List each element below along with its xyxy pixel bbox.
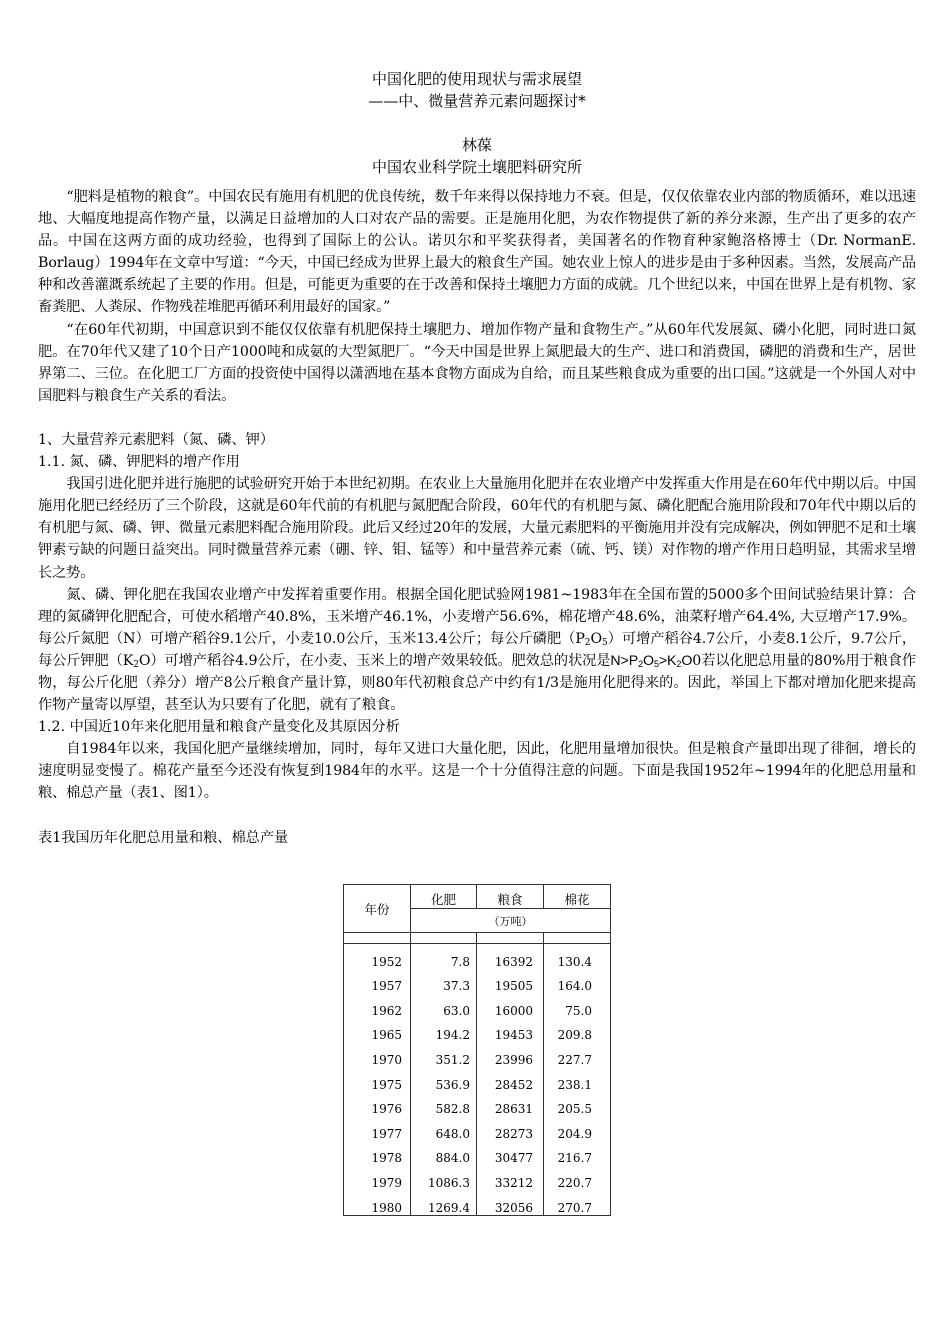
table-row — [344, 1067, 611, 1092]
cell-fertilizer: 7.8 — [411, 944, 477, 969]
cell-cotton: 270.7 — [544, 1190, 611, 1215]
subscript: 5 — [601, 637, 608, 648]
cell-cotton: 216.7 — [544, 1141, 611, 1166]
intro-paragraph-2: “在60年代初期，中国意识到不能仅仅依靠有机肥保持土壤肥力、增加作物产量和食物生产。”从60年代发展氮、磷小化肥，同时进口氮肥。在70年代又建了10个日产1000吨和成氨的大型氮肥厂。“今天中国是世界上氮肥最大的生产、进口和消费国，磷肥的消费和生产，居世界第二、三位。在化肥工厂方面的投资使中国得以潇洒地在基本食物方面成为自给，而且某些粮食成为重要的出口国。”这就是一个外国人对中国肥料与粮食生产关系的看法。 — [38, 321, 916, 404]
table-body — [344, 944, 611, 1216]
cell-fertilizer: 582.8 — [411, 1092, 477, 1117]
cell-grain: 19453 — [477, 1018, 544, 1043]
header-fertilizer: 化肥 — [411, 885, 477, 909]
cell-grain: 28273 — [477, 1116, 544, 1141]
table-row — [344, 969, 611, 994]
cell-cotton: 205.5 — [544, 1092, 611, 1117]
cell-grain: 28452 — [477, 1067, 544, 1092]
subscript: 5 — [653, 658, 659, 669]
cell-fertilizer: 1269.4 — [411, 1190, 477, 1215]
cell-fertilizer: 884.0 — [411, 1141, 477, 1166]
cell-cotton: 227.7 — [544, 1042, 611, 1067]
cell-year: 1975 — [344, 1067, 411, 1092]
cell-year: 1957 — [344, 969, 411, 994]
cell-cotton: 204.9 — [544, 1116, 611, 1141]
text-run: O）可增产稻谷4.9公斤，在小麦、玉米上的增产效果较低。肥效总的状况是 — [138, 652, 611, 669]
text-run: 氮、磷、钾化肥在我国农业增产中发挥着重要作用。根据全国化肥试验网1981~1983年在全国布置的5000多个田间试验结果计算：合理的氮磷钾化肥配合，可使水稻增产40.8%，玉米增产46.1%，小麦增产56.6%，棉花增产48.6%，油菜籽增产64.4%, 大豆增产17.9%。每公斤氮肥（N）可增产稻谷9.1公斤，小麦10.0公斤，玉米13.4公斤；每公斤磷肥（P — [38, 586, 916, 647]
subscript: 2 — [676, 658, 682, 669]
cell-year: 1976 — [344, 1092, 411, 1117]
text-run: 0 — [692, 652, 702, 669]
table-row — [344, 1018, 611, 1043]
cell-fertilizer: 1086.3 — [411, 1165, 477, 1190]
section-1-2-paragraph-1: 自1984年以来，我国化肥产量继续增加，同时，每年又进口大量化肥，因此，化肥用量增加很快。但是粮食产量即出现了徘徊，增长的速度明显变慢了。棉花产量至今还没有恢复到1984年的水平。这是一个十分值得注意的问题。下面是我国1952年~1994年的化肥总用量和粮、棉总产量（表1、图1）。 — [38, 741, 916, 802]
section-1-2-heading: 1.2. 中国近10年来化肥用量和粮食产量变化及其原因分析 — [38, 719, 400, 736]
cell-year: 1980 — [344, 1190, 411, 1215]
table-row — [344, 1165, 611, 1190]
cell-grain: 19505 — [477, 969, 544, 994]
header-cotton: 棉花 — [544, 885, 611, 909]
cell-grain: 16000 — [477, 993, 544, 1018]
cell-year: 1965 — [344, 1018, 411, 1043]
header-unit: （万吨） — [411, 909, 611, 933]
cell-grain: 33212 — [477, 1165, 544, 1190]
cell-year: 1977 — [344, 1116, 411, 1141]
text-run: O — [590, 630, 602, 647]
table-row — [344, 1092, 611, 1117]
cell-cotton: 209.8 — [544, 1018, 611, 1043]
table-1-caption: 表1我国历年化肥总用量和粮、棉总产量 — [38, 829, 289, 846]
text-run: 若以化肥总用量的80%用于粮食作物，每公斤化肥（养分）增产8公斤粮食产量计算，则80年代初粮食总产中约有1/3是施用化肥得来的。因此，举国上下都对增加化肥来提高作物产量寄以厚望，甚至认为只要有了化肥，就有了粮食。 — [38, 652, 916, 714]
table-row — [344, 1190, 611, 1215]
cell-grain: 32056 — [477, 1190, 544, 1215]
section-1-1-heading: 1.1. 氮、磷、钾肥料的增产作用 — [38, 454, 240, 471]
cell-year: 1979 — [344, 1165, 411, 1190]
cell-cotton: 238.1 — [544, 1067, 611, 1092]
cell-year: 1952 — [344, 944, 411, 969]
table-1 — [343, 884, 611, 1216]
cell-year: 1970 — [344, 1042, 411, 1067]
table-row — [344, 1141, 611, 1166]
formula-run: N>P — [610, 652, 639, 669]
cell-year: 1962 — [344, 993, 411, 1018]
cell-cotton: 75.0 — [544, 993, 611, 1018]
cell-fertilizer: 536.9 — [411, 1067, 477, 1092]
header-year: 年份 — [344, 885, 411, 933]
section-1-heading: 1、大量营养元素肥料（氮、磷、钾） — [38, 431, 275, 448]
formula-run: >K — [658, 652, 677, 669]
document-title: 中国化肥的使用现状与需求展望 — [371, 70, 582, 88]
subscript: 2 — [584, 637, 591, 648]
section-1-1-paragraph-1: 我国引进化肥并进行施肥的试验研究开始于本世纪初期。在农业上大量施用化肥并在农业增产中发挥重大作用是在60年代中期以后。中国施用化肥已经经历了三个阶段，这就是60年代前的有机肥与氮肥配合阶段，60年代的有机肥与氮、磷化肥配合施用阶段和70年代中期以后的有机肥与氮、磷、钾、微量元素肥料配合施用阶段。此后又经过20年的发展，大量元素肥料的平衡施用并没有完成解决，例如钾肥不足和土壤钾素亏缺的问题日益突出。同时微量营养元素（硼、锌、钼、锰等）和中量营养元素（硫、钙、镁）对作物的增产作用日趋明显，其需求呈增长之势。 — [38, 476, 916, 581]
cell-cotton: 164.0 — [544, 969, 611, 994]
cell-grain: 16392 — [477, 944, 544, 969]
document-subtitle: ——中、微量营养元素问题探讨* — [368, 92, 586, 110]
formula-run: O — [643, 652, 654, 669]
subscript: 2 — [133, 659, 139, 670]
cell-grain: 30477 — [477, 1141, 544, 1166]
cell-fertilizer: 63.0 — [411, 993, 477, 1018]
cell-cotton: 130.4 — [544, 944, 611, 969]
section-1-1-paragraph-2 — [38, 584, 916, 717]
intro-paragraph-1: “肥料是植物的粮食”。中国农民有施用有机肥的优良传统，数千年来得以保持地力不衰。但是，仅仅依靠农业内部的物质循环，难以迅速地、大幅度地提高作物产量，以满足日益增加的人口对农产品的需要。正是施用化肥，为农作物提供了新的养分来源，生产出了更多的农产品。中国在这两方面的成功经验，也得到了国际上的公认。诺贝尔和平奖获得者，美国著名的作物育种家鲍洛格博士（Dr. NormanE. Borlaug）1994年在文章中写道：“今天，中国已经成为世界上最大的粮食生产国。她农业上惊人的进步是由于多种因素。当然，发展高产品种和改善灌溉系统起了主要的作用。但是，可能更为重要的在于改善和保持土壤肥力方面的成就。几个世纪以来，中国在世界上是有机物、家畜粪肥、人粪尿、作物残茬堆肥再循环利用最好的国家。” — [38, 189, 916, 316]
subscript: 2 — [638, 658, 643, 669]
cell-grain: 28631 — [477, 1092, 544, 1117]
cell-fertilizer: 648.0 — [411, 1116, 477, 1141]
cell-fertilizer: 37.3 — [411, 969, 477, 994]
cell-year: 1978 — [344, 1141, 411, 1166]
table-row — [344, 944, 611, 969]
header-grain: 粮食 — [477, 885, 544, 909]
document-page — [38, 68, 916, 849]
text-run: ）可增产稻谷4.7公斤，小麦8.1公斤，9.7公斤，每公斤钾肥（K — [38, 630, 916, 669]
formula-run: O — [681, 652, 693, 669]
table-row — [344, 1116, 611, 1141]
table-row — [344, 993, 611, 1018]
cell-cotton: 220.7 — [544, 1165, 611, 1190]
cell-fertilizer: 194.2 — [411, 1018, 477, 1043]
table-row — [344, 1042, 611, 1067]
author-name: 林葆 — [461, 136, 492, 154]
cell-grain: 23996 — [477, 1042, 544, 1067]
cell-fertilizer: 351.2 — [411, 1042, 477, 1067]
author-affiliation: 中国农业科学院土壤肥料研究所 — [371, 158, 582, 176]
